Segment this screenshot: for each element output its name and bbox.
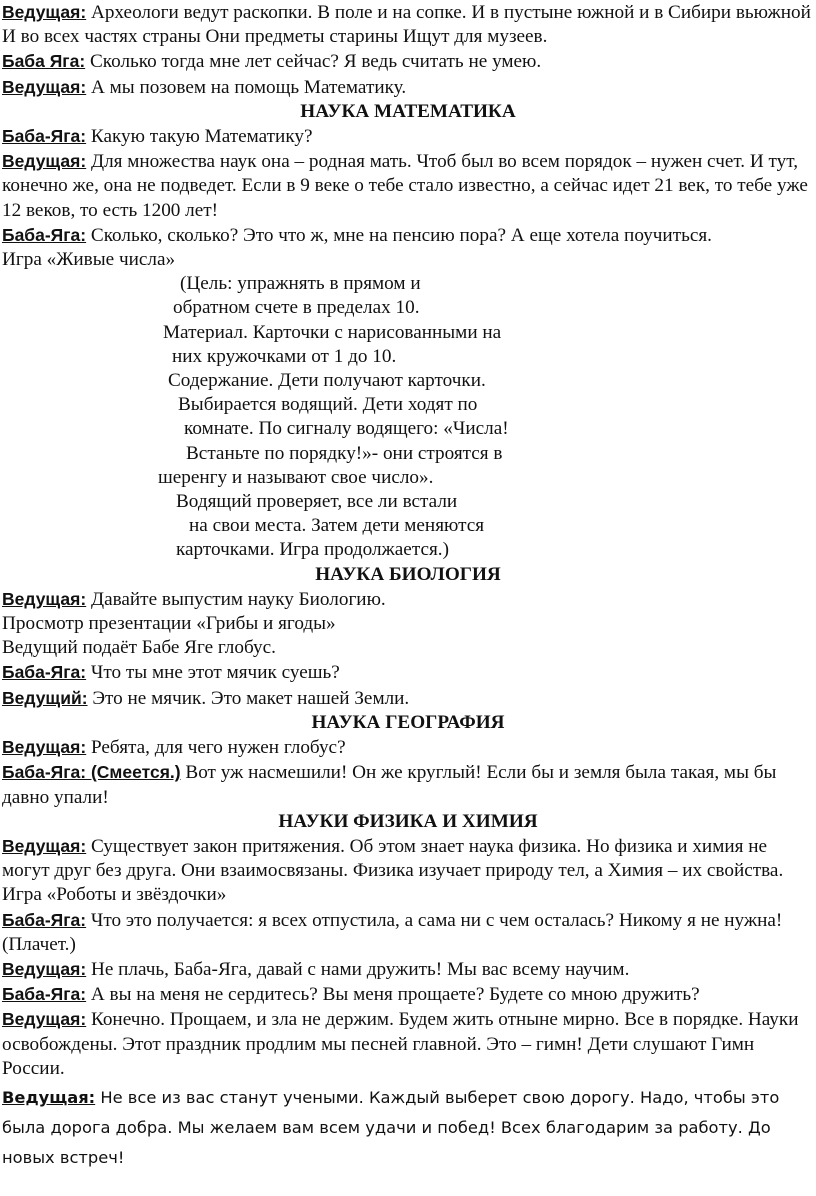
- paragraph-text: А мы позовем на помощь Математику.: [86, 76, 407, 98]
- paragraph: [0, 686, 816, 711]
- paragraph-text: Сколько, сколько? Это что ж, мне на пенсию пора? А еще хотела поучиться.: [86, 224, 712, 246]
- paragraph: [0, 223, 816, 248]
- paragraph-text: Сколько тогда мне лет сейчас? Я ведь считать не умею.: [85, 51, 542, 73]
- section-heading-math: НАУКА МАТЕМАТИКА: [300, 100, 516, 122]
- paragraph-text: Не все из вас станут учеными. Каждый выберет свою дорогу. Надо, чтобы это была дорога добра. Мы желаем вам всем удачи и побед! Всех благодарим за работу. До новых встреч!: [2, 1087, 780, 1167]
- paragraph-text: Что ты мне этот мячик суешь?: [86, 662, 340, 684]
- goal-line: Выбирается водящий. Дети ходят по: [178, 394, 478, 416]
- paragraph-text: Существует закон притяжения. Об этом знает наука физика. Но физика и химия не могут друг без друга. Они взаимосвязаны. Физика изучает природу тел, а Химия – их свойства.: [2, 835, 784, 882]
- speaker-label: Баба-Яга: (Смеется.): [2, 762, 181, 783]
- paragraph: [0, 908, 816, 957]
- paragraph-text: Что это получается: я всех отпустила, а сама ни с чем осталась? Никому я не нужна! (Плачет.): [2, 909, 783, 955]
- paragraph-text: Давайте выпустим науку Биологию.: [86, 588, 386, 610]
- speaker-label: Ведущая:: [2, 1009, 87, 1030]
- speaker-label: Ведущая:: [2, 835, 87, 856]
- paragraph-text: Это не мячик. Это макет нашей Земли.: [87, 687, 410, 709]
- speaker-label: Ведущий:: [2, 687, 88, 708]
- speaker-label: Баба-Яга:: [2, 126, 87, 147]
- speaker-label: Баба-Яга:: [2, 224, 87, 245]
- speaker-label: Ведущая:: [2, 737, 87, 758]
- paragraph-text: Конечно. Прощаем, и зла не держим. Будем жить отныне мирно. Все в порядке. Науки освобождены. Этот праздник продлим мы песней главной. Это – гимн! Дети слушают Гимн России.: [2, 1009, 799, 1079]
- speaker-label: Ведущая:: [2, 2, 87, 22]
- goal-line: на свои места. Затем дети меняются: [189, 515, 485, 537]
- paragraph: [0, 124, 816, 149]
- paragraph: [0, 834, 816, 883]
- paragraph: [0, 982, 816, 1007]
- paragraph: [0, 75, 816, 100]
- section-heading-physics-chemistry: НАУКИ ФИЗИКА И ХИМИЯ: [278, 810, 538, 832]
- section-heading-biology: НАУКА БИОЛОГИЯ: [315, 563, 501, 585]
- game-title: Игра «Живые числа»: [2, 249, 176, 271]
- paragraph-text: Археологи ведут раскопки. В поле и на сопке. И в пустыне южной и в Сибири вьюжной И во всех частях страны Они предметы старины Ищут для музеев.: [2, 2, 811, 48]
- final-paragraph: [0, 1083, 816, 1173]
- paragraph-text: Не плачь, Баба-Яга, давай с нами дружить! Мы вас всему научим.: [86, 958, 630, 980]
- goal-line: (Цель: упражнять в прямом и: [180, 273, 421, 295]
- paragraph-text: Для множества наук она – родная мать. Чтоб был во всем порядок – нужен счет. И тут, конечно же, она не подведет. Если в 9 веке о тебе стало известно, а сейчас идет 21 век, то тебе уже 12 веков, то есть 1200 лет!: [2, 151, 808, 221]
- goal-line: обратном счете в пределах 10.: [173, 297, 420, 319]
- speaker-label: Ведущая:: [2, 151, 87, 172]
- goal-line: карточками. Игра продолжается.): [176, 539, 449, 561]
- goal-line: них кружочками от 1 до 10.: [172, 345, 397, 367]
- speaker-label: Ведущая:: [2, 958, 87, 979]
- paragraph-text: Ребята, для чего нужен глобус?: [86, 737, 346, 759]
- goal-line: Содержание. Дети получают карточки.: [168, 370, 486, 392]
- speaker-label: Ведущая:: [2, 76, 87, 97]
- speaker-label: Баба-Яга:: [2, 909, 87, 930]
- paragraph: [0, 587, 816, 612]
- paragraph: [0, 760, 816, 809]
- speaker-label: Баба-Яга:: [2, 662, 87, 683]
- paragraph: [0, 735, 816, 760]
- goal-line: Встаньте по порядку!»- они строятся в: [186, 442, 503, 464]
- speaker-label: Баба Яга:: [2, 51, 86, 72]
- paragraph: [0, 1007, 816, 1081]
- game-title: Игра «Роботы и звёздочки»: [2, 884, 227, 906]
- paragraph: [0, 660, 816, 685]
- paragraph: [0, 49, 816, 74]
- goal-line: шеренгу и называют свое число».: [158, 466, 434, 488]
- speaker-label: Ведущая:: [2, 588, 87, 609]
- speaker-label: Ведущая:: [2, 1087, 96, 1107]
- speaker-label: Баба-Яга:: [2, 984, 87, 1005]
- paragraph: [0, 0, 816, 49]
- paragraph-text: Вот уж насмешили! Он же круглый! Если бы и земля была такая, мы бы давно упали!: [2, 762, 777, 808]
- paragraph: [0, 957, 816, 982]
- section-heading-geography: НАУКА ГЕОГРАФИЯ: [311, 711, 505, 733]
- goal-line: комнате. По сигналу водящего: «Числа!: [184, 418, 509, 440]
- paragraph-text: Какую такую Математику?: [86, 126, 313, 148]
- goal-line: Материал. Карточки с нарисованными на: [163, 321, 502, 343]
- paragraph: Просмотр презентации «Грибы и ягоды»: [2, 613, 336, 635]
- paragraph-text: А вы на меня не сердитесь? Вы меня прощаете? Будете со мною дружить?: [86, 984, 700, 1006]
- paragraph: [0, 149, 816, 223]
- goal-line: Водящий проверяет, все ли встали: [176, 491, 458, 513]
- game-goal-block: [0, 272, 816, 562]
- paragraph: Ведущий подаёт Бабе Яге глобус.: [2, 637, 276, 659]
